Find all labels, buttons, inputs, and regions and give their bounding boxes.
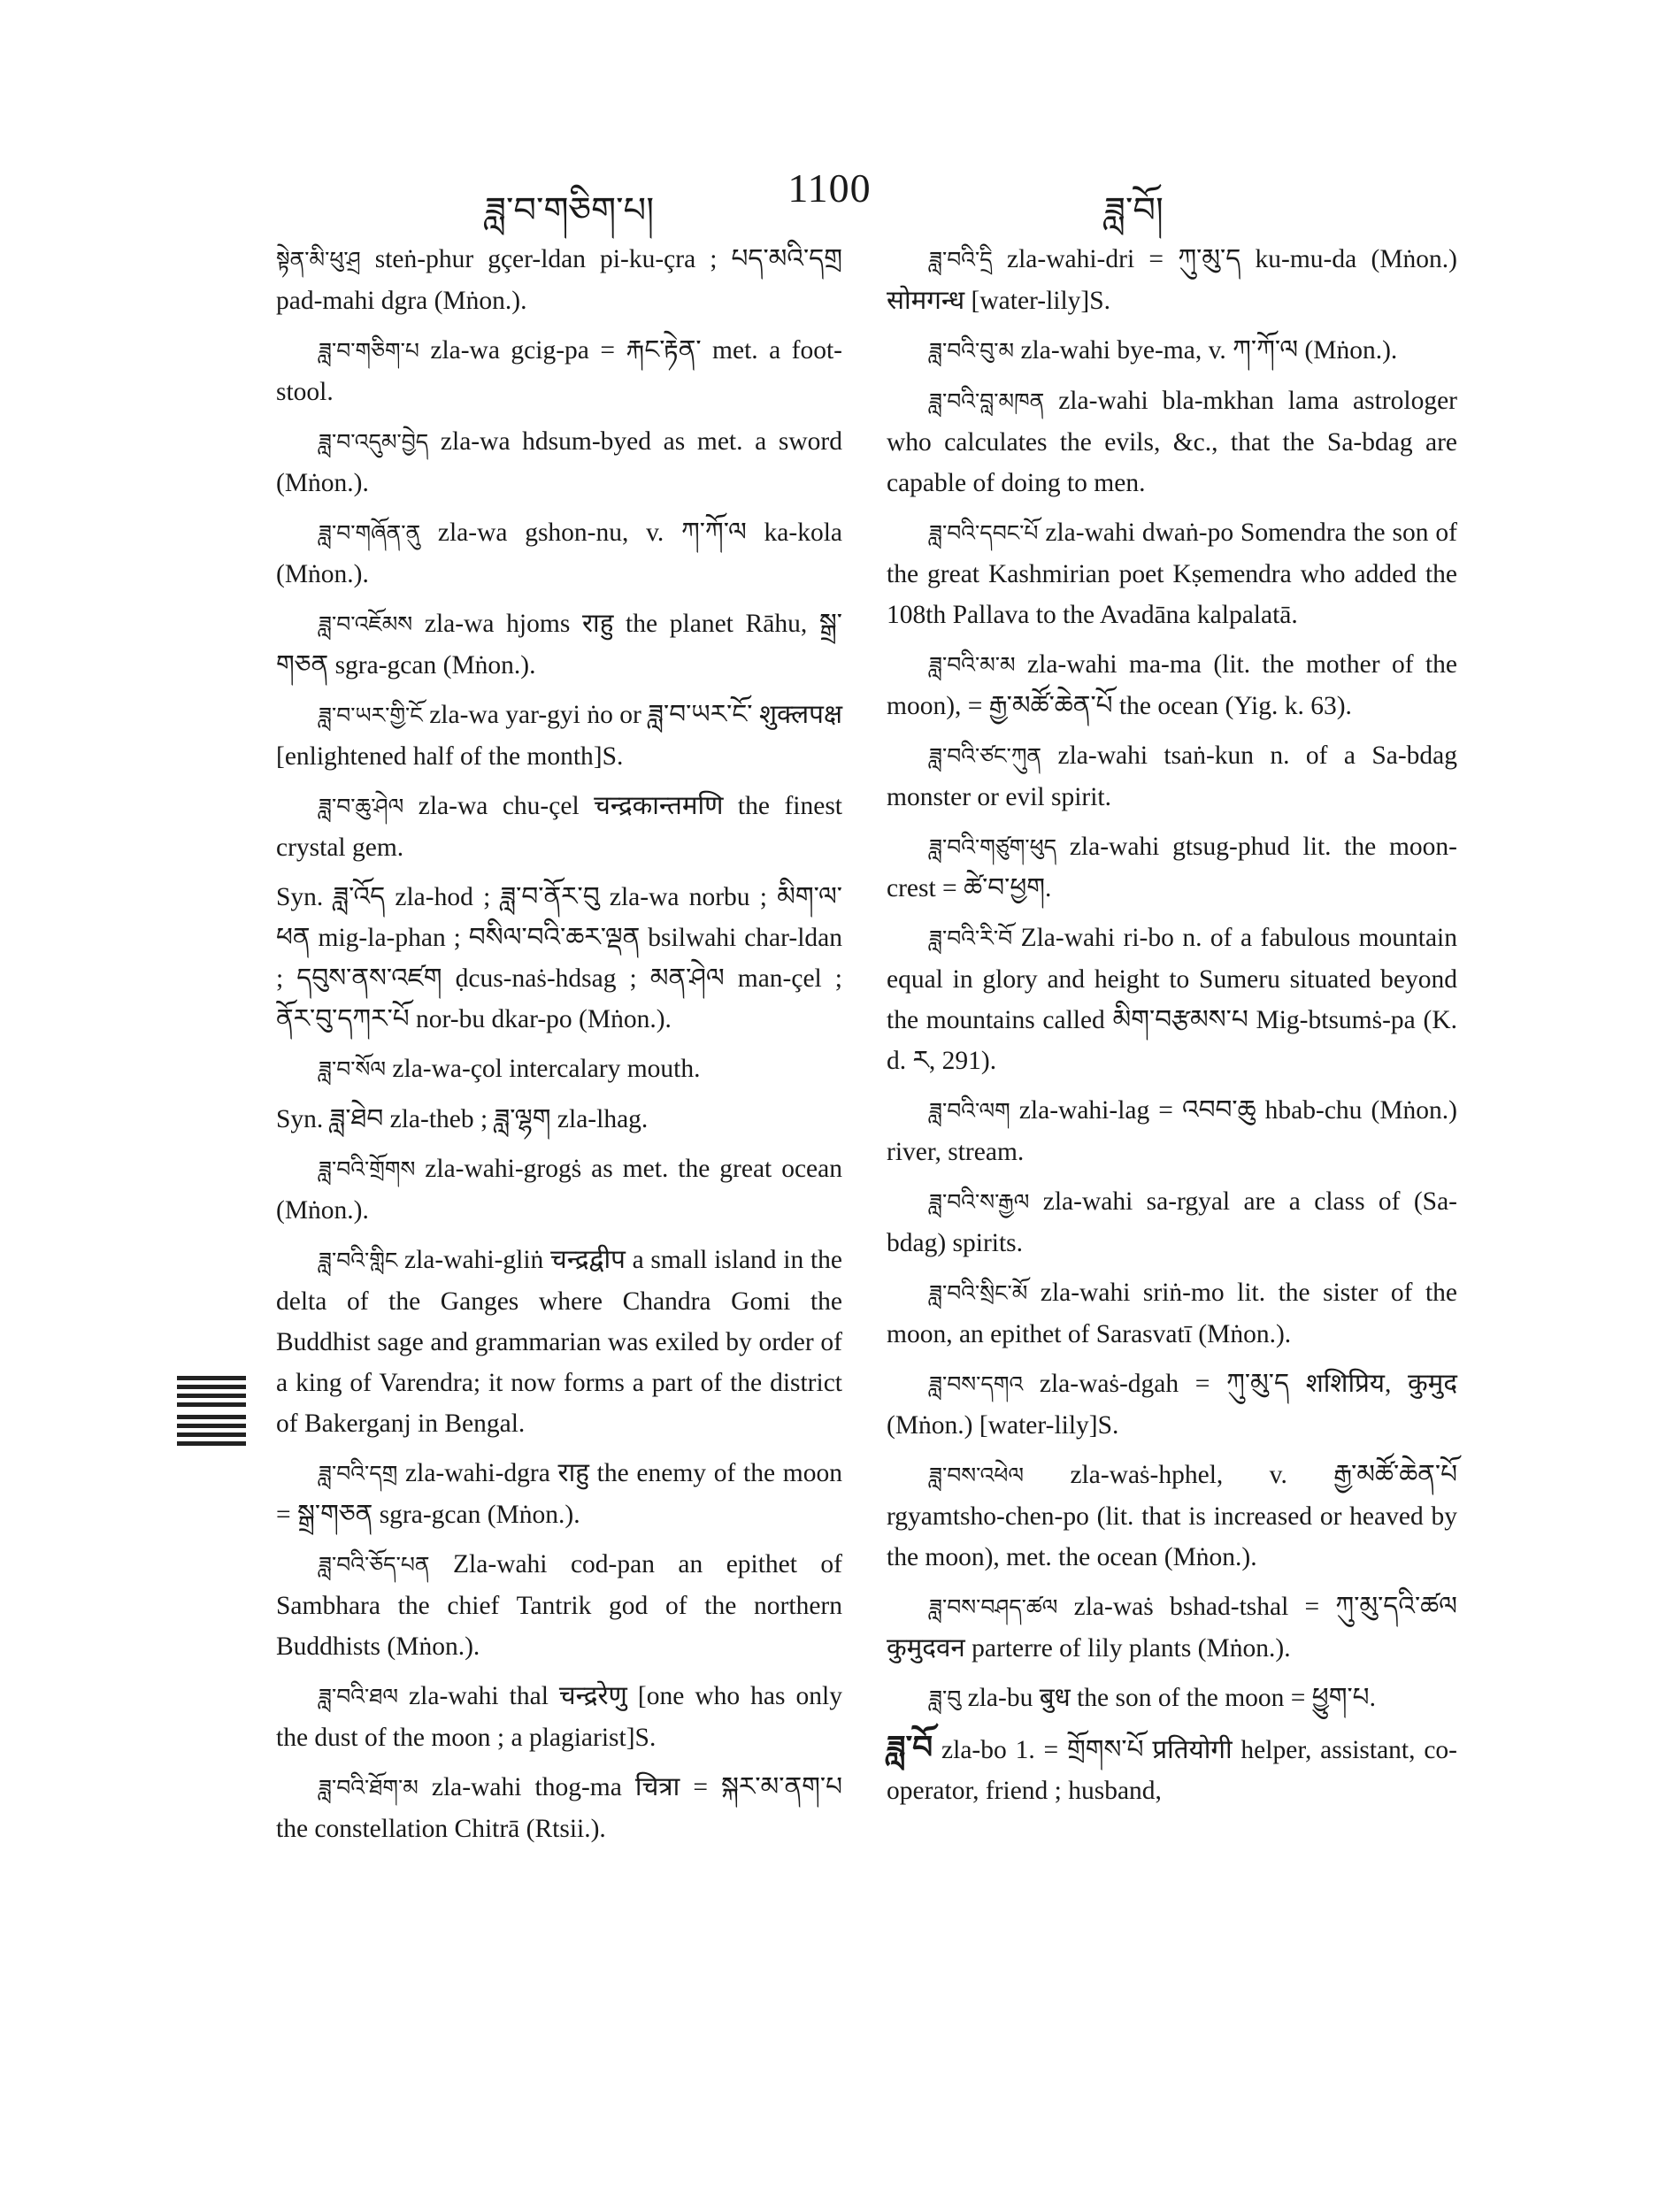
entry: ཟླ་བས་བཤད་ཚལ zla-waṡ bshad-tshal = ཀུ་མུ་དའི་ཚལ कुमुदवन parterre of lily plants (Mṅon.). <box>887 1593 1457 1663</box>
entry: ཟླ་བུ zla-bu बुध the son of the moon = ཕྱུག་པ. <box>929 1684 1376 1712</box>
entry: ཟླ་བ་ཡར་གྱི་ངོ zla-wa yar-gyi ṅo or ཟླ་བ་ཡར་ངོ་ शुक्लपक्ष [enlightened half of the month]S. <box>276 701 842 771</box>
entry: ཟླ་བ་གཅིག་པ zla-wa gcig-pa = རྐང་རྟེན་ met. a foot-stool. <box>276 336 842 406</box>
right-column <box>887 239 1457 1820</box>
entry: ཟླ་བའི་ཅོད་པན Zla-wahi cod-pan an epithet of Sambhara the chief Tantrik god of the northern Buddhists (Mṅon.). <box>276 1550 842 1661</box>
entry: ཟླ་བའི་དབང་པོ zla-wahi dwaṅ-po Somendra the son of the great Kashmirian poet Kṣemendra who added the 108th Pallava to the Avadāna kalpalatā. <box>887 518 1457 629</box>
main-headword-entry: ཟླ་བོ zla-bo 1. = གྲོགས་པོ प्रतियोगी helper, assistant, co-operator, friend ; husband, <box>887 1730 1457 1805</box>
entry: ཟླ་བའི་ཙང་ཀུན zla-wahi tsaṅ-kun n. of a Sa-bdag monster or evil spirit. <box>887 741 1457 811</box>
entry: ཟླ་བ་འཇོམས zla-wa hjoms राहु the planet Rāhu, སྒྲ་གཅན sgra-gcan (Mṅon.). <box>276 610 842 680</box>
entry: ཟླ་བ་སོལ zla-wa-çol intercalary mouth. <box>319 1055 701 1083</box>
entry: ཟླ་བའི་མ་མ zla-wahi ma-ma (lit. the mother of the moon), = རྒྱ་མཚོ་ཆེན་པོ the ocean (Yig. k. 63). <box>887 650 1457 720</box>
entry: ཟླ་བའི་གླིང zla-wahi-gliṅ चन्द्रद्वीप a small island in the delta of the Ganges where Chandra Gomi the Buddhist sage and grammarian was exiled by order of a king of Varendra; it now forms a part of the district of Bakerganj in Bengal. <box>276 1246 842 1438</box>
entry: ཟླ་བའི་ས་རྒྱལ zla-wahi sa-rgyal are a class of (Sa-bdag) spirits. <box>887 1187 1457 1257</box>
entry: ཟླ་བ་འདུམ་བྱེད zla-wa hdsum-byed as met. a sword (Mṅon.). <box>276 427 842 497</box>
entry: ཟླ་བའི་གྲོགས zla-wahi-grogṡ as met. the great ocean (Mṅon.). <box>276 1155 842 1225</box>
entry: ཟླ་བའི་ཐལ zla-wahi thal चन्द्ररेणु [one who has only the dust of the moon ; a plagiarist]S. <box>276 1682 842 1752</box>
left-column <box>276 239 842 1858</box>
entry: ཟླ་བ་གཞོན་ནུ zla-wa gshon-nu, v. ཀ་ཀོ་ལ ka-kola (Mṅon.). <box>276 518 842 588</box>
entry: སྟེན་མི་ཕུ་ཤྲ steṅ-phur gçer-ldan pi-ku-çra ; པད་མའི་དགྲ pad-mahi dgra (Mṅon.). <box>276 245 842 315</box>
entry: ཟླ་བས་འཕེལ zla-waṡ-hphel, v. རྒྱ་མཚོ་ཆེན་པོ rgyamtsho-chen-po (lit. that is increased or heaved by the moon), met. the ocean (Mṅon.). <box>887 1461 1457 1571</box>
entry: ཟླ་བའི་གཙུག་ཕུད zla-wahi gtsug-phud lit. the moon-crest = ཚེ་བ་ཕྱག. <box>887 833 1457 902</box>
header-right-headword: ཟླ་བོ། <box>1104 190 1164 231</box>
entry: ཟླ་བའི་དྲི zla-wahi-dri = ཀུ་མུ་ད ku-mu-da (Mṅon.) सोमगन्ध [water-lily]S. <box>887 245 1457 315</box>
synonyms: Syn. ཟླ་ཐེབ zla-theb ; ཟླ་ལྷག zla-lhag. <box>276 1105 649 1133</box>
entry: ཟླ་བའི་བླ་མཁན zla-wahi bla-mkhan lama astrologer who calculates the evils, &c., that the Sa-bdag are capable of doing to men. <box>887 387 1457 497</box>
synonyms: Syn. ཟླ་འོད zla-hod ; ཟླ་བ་ནོར་བུ zla-wa norbu ; མིག་ལ་ཕན mig-la-phan ; བསིལ་བའི་ཆར་ལྡན bsilwahi char-ldan ; དབུས་ནས་འཛག ḍcus-naṡ-hdsag ; མན་ཤེལ man-çel ; ནོར་བུ་དཀར་པོ nor-bu dkar-po (Mṅon.). <box>276 883 842 1033</box>
entry: ཟླ་བའི་ཐོག་མ zla-wahi thog-ma चित्रा = སྐར་མ་ནག་པ the constellation Chitrā (Rtsii.). <box>276 1773 842 1843</box>
entry: ཟླ་བའི་དགྲ zla-wahi-dgra राहु the enemy of the moon = སྒྲ་གཅན sgra-gcan (Mṅon.). <box>276 1459 842 1529</box>
entry: ཟླ་བས་དགའ zla-waṡ-dgah = ཀུ་མུ་ད शशिप्रिय, कुमुद (Mṅon.) [water-lily]S. <box>887 1370 1457 1440</box>
entry: ཟླ་བའི་སྲིང་མོ zla-wahi sriṅ-mo lit. the sister of the moon, an epithet of Sarasvatī (Mṅon.). <box>887 1279 1457 1348</box>
entry: ཟླ་བ་ཆུ་ཤེལ zla-wa chu-çel चन्द्रकान्तमणि the finest crystal gem. <box>276 792 842 862</box>
entry: ཟླ་བའི་རི་བོ Zla-wahi ri-bo n. of a fabulous mountain equal in glory and height to Sumeru situated beyond the mountains called མིག་བརྩམས་པ Mig-btsumṡ-pa (K. d. ར, 291). <box>887 924 1457 1075</box>
entry: ཟླ་བའི་བུ་མ zla-wahi bye-ma, v. ཀ་ཀོ་ལ (Mṅon.). <box>929 336 1398 365</box>
margin-mark-icon <box>177 1376 246 1454</box>
entry: ཟླ་བའི་ལག zla-wahi-lag = འབབ་ཆུ hbab-chu (Mṅon.) river, stream. <box>887 1096 1457 1166</box>
header-left-headword: ཟླ་བ་གཅིག་པ། <box>485 190 655 231</box>
page-number: 1100 <box>787 165 872 211</box>
